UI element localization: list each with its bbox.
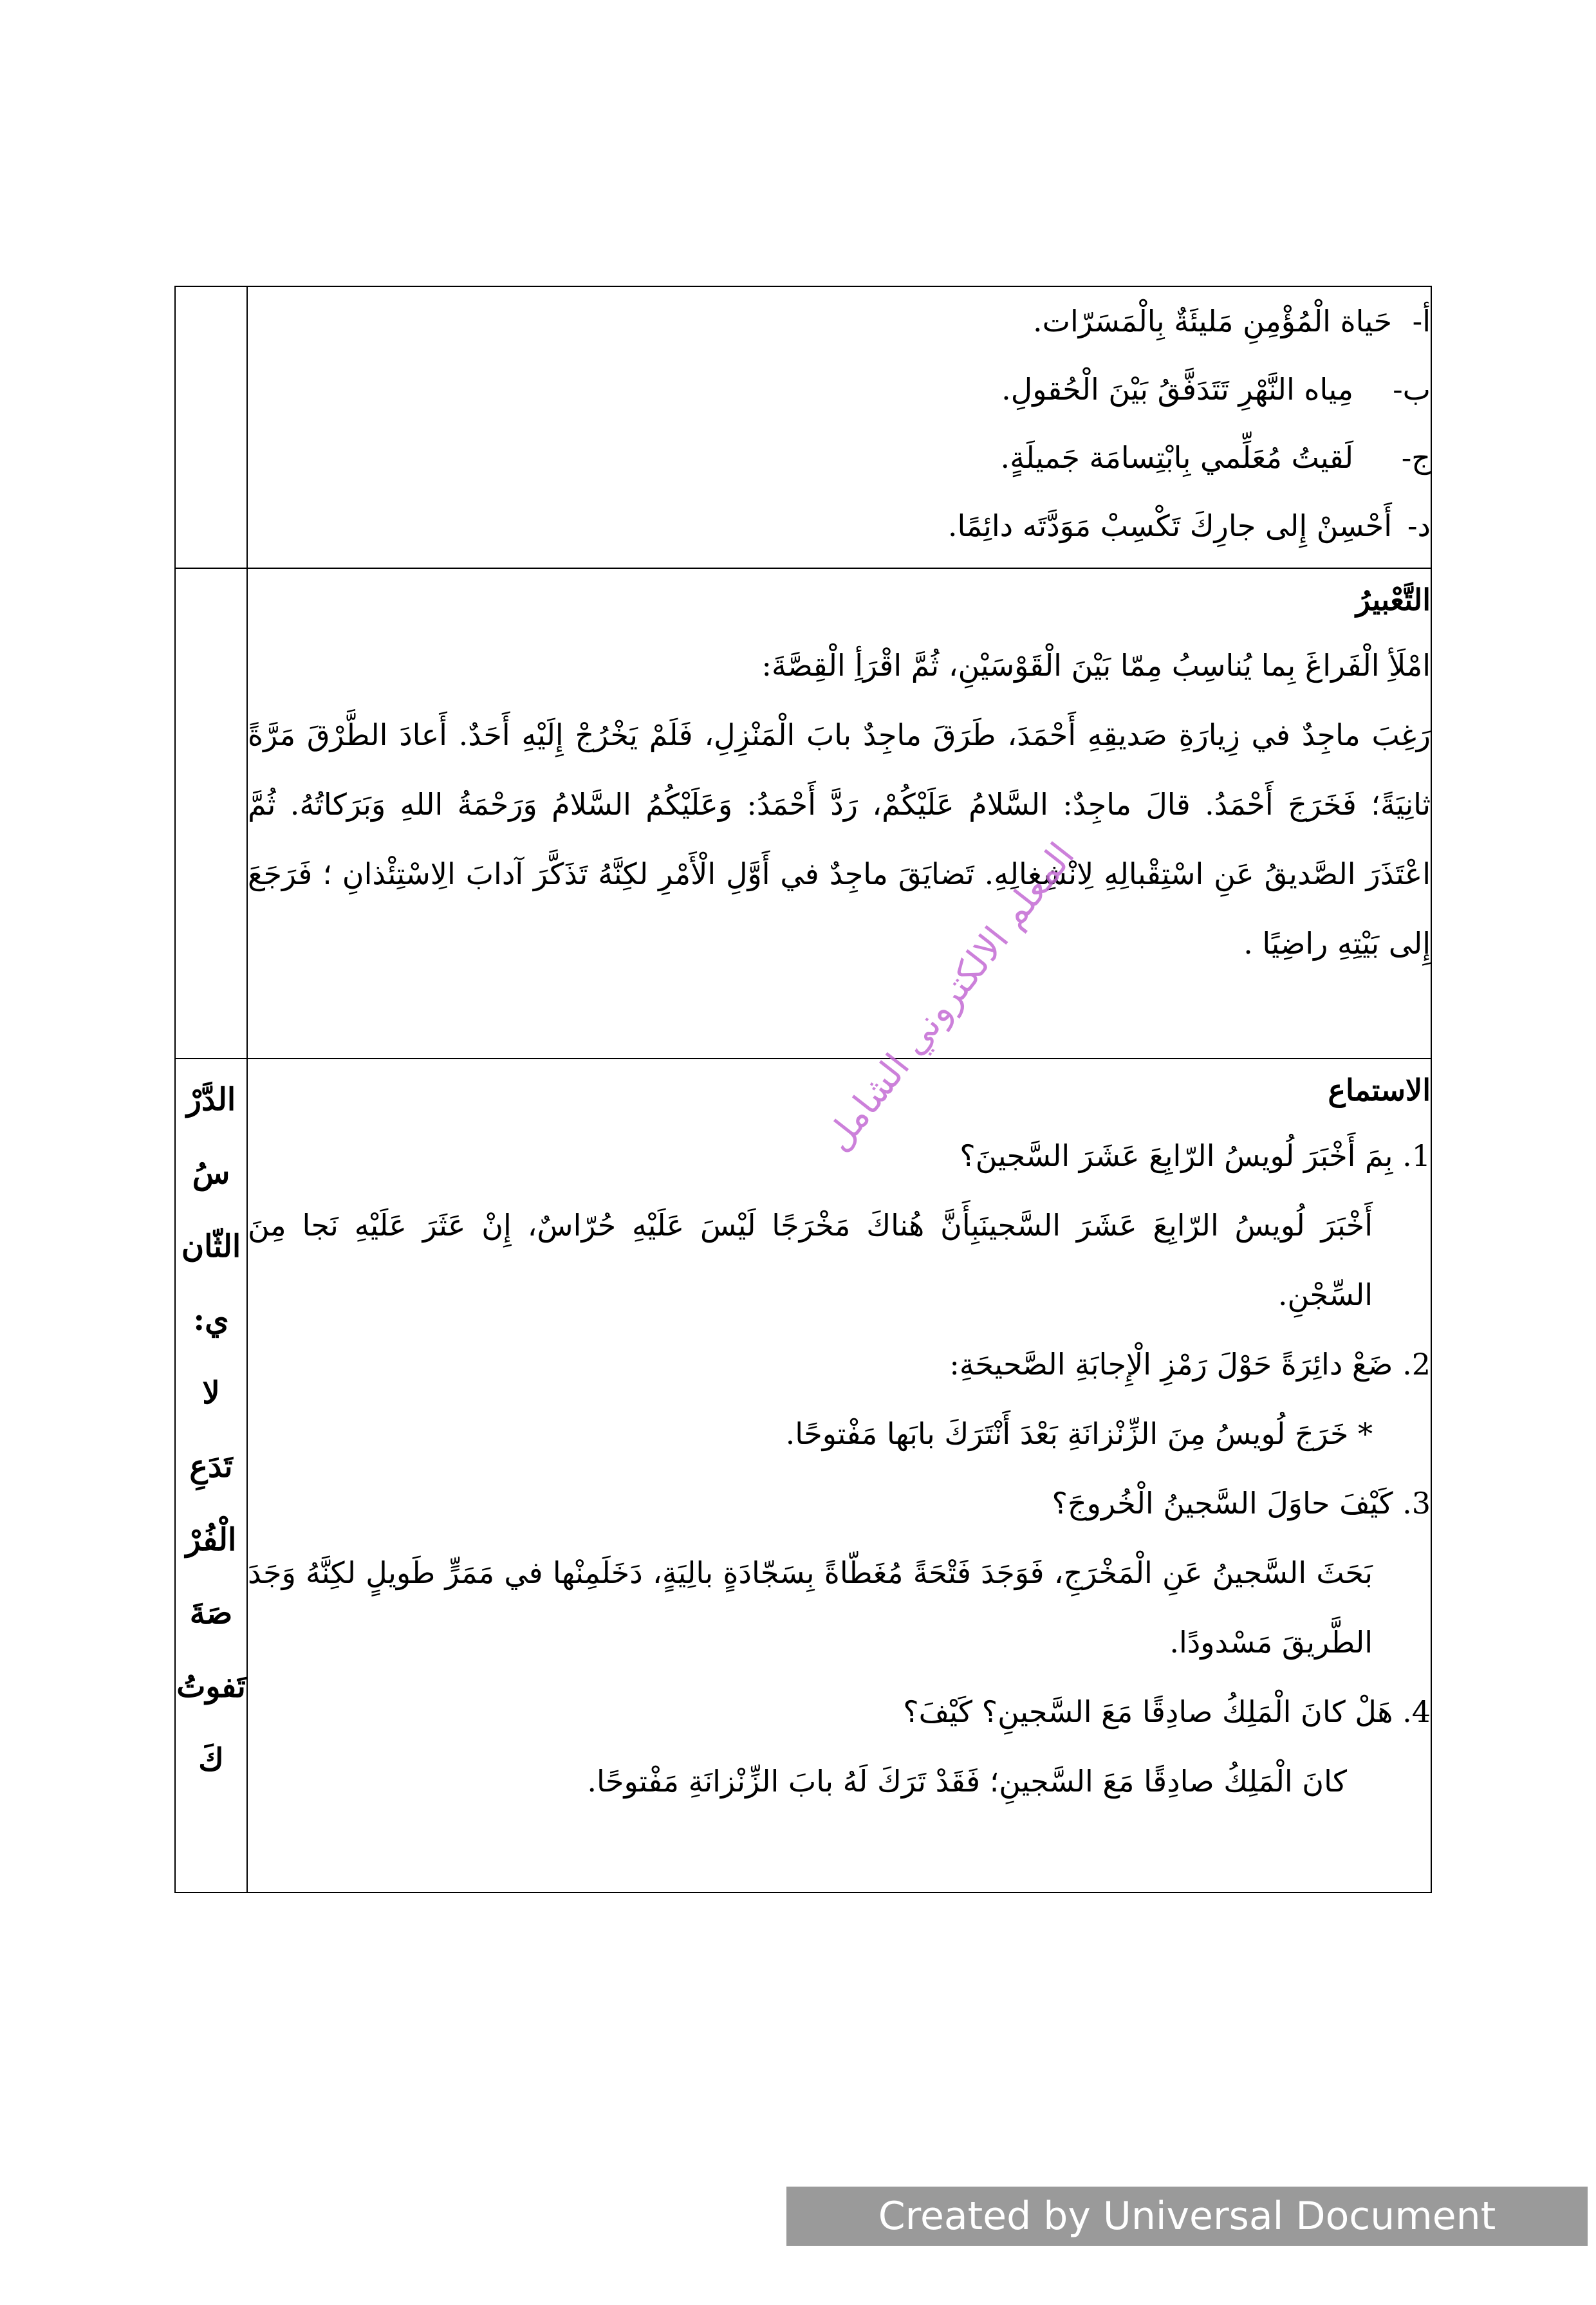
sentence-line: ج-لَقيتُ مُعَلِّمي بِابْتِسامَة جَميلَةٍ. [1000, 440, 1431, 475]
sentence-line: د-أَحْسِنْ إِلى جارِكَ تَكْسِبْ مَوَدَّتَه دائِمًا. [947, 508, 1431, 543]
sentences-cell [247, 286, 1431, 568]
expression-cell [247, 568, 1431, 1059]
listening-cell [247, 1059, 1431, 1893]
question-3: 3. كَيْفَ حاوَلَ السَّجينُ الْخُروجَ؟ [1052, 1486, 1431, 1521]
expression-row [175, 568, 1431, 1059]
answer-2: * خَرَجَ لُويسُ مِنَ الزِّنْزانَةِ بَعْدَ أَنْتَرَكَ بابَها مَفْتوحًا. [785, 1416, 1373, 1451]
question-2: 2. ضَعْ دائِرَةً حَوْلَ رَمْزِ الْإِجابَةِ الصَّحيحَةِ: [949, 1347, 1431, 1382]
expression-instruction: امْلَأِ الْفَراغَ بِما يُناسِبُ مِمّا بَيْنَ الْقَوْسَيْنِ، ثُمَّ اقْرَأِ الْقِصَّةَ: [761, 648, 1431, 683]
answer-3: بَحَثَ السَّجينُ عَنِ الْمَخْرَجِ، فَوَجَدَ فَتْحَةً مُغَطّاةً بِسَجّادَةٍ بالِيَةٍ، دَخَلَمِنْها في مَمَرٍّ طَويلٍ لكِنَّهُ وَجَدَ الطَّريقَ مَسْدودًا. [248, 1555, 1373, 1660]
lesson-title-cell [175, 1059, 247, 1893]
converter-footer-banner: Created by Universal Document Converter [786, 2187, 1588, 2246]
sentence-line: أ-حَياة الْمُؤْمِنِ مَليئَةٌ بِالْمَسَرّات. [1033, 304, 1431, 338]
side-cell-empty [175, 286, 247, 568]
answer-1: أَخْبَرَ لُويسُ الرّابِعَ عَشَرَ السَّجينَبِأَنَّ هُناكَ مَخْرَجًا لَيْسَ عَلَيْهِ حُرّاسٌ، إِنْ عَثَرَ عَلَيْهِ نَجا مِنَ السِّجْنِ. [248, 1208, 1373, 1312]
listening-row [175, 1059, 1431, 1893]
worksheet-table [174, 286, 1432, 1893]
expression-story: رَغِبَ ماجِدٌ في زِيارَةِ صَديقِهِ أَحْمَدَ، طَرَقَ ماجِدٌ بابَ الْمَنْزِلِ، فَلَمْ يَخْرُجْ إِلَيْهِ أَحَدٌ. أَعادَ الطَّرْقَ مَرَّةً ثانِيَةً؛ فَخَرَجَ أَحْمَدُ. قالَ ماجِدٌ: السَّلامُ عَلَيْكُمْ، رَدَّ أَحْمَدُ: وَعَلَيْكُمُ السَّلامُ وَرَحْمَةُ اللهِ وَبَرَكاتُهُ. ثُمَّ اعْتَذَرَ الصَّديقُ عَنِ اسْتِقْبالِهِ لِانْشِغالِهِ. تَضايَقَ ماجِدٌ في أَوَّلِ الْأَمْرِ لكِنَّهُ تَذَكَّرَ آدابَ الِاسْتِئْذانِ ؛ فَرَجَعَ إِلى بَيْتِهِ راضِيًا . [248, 717, 1431, 961]
watermark-text: المعلم الالكتروني الشامل [817, 835, 1083, 1160]
listening-heading: الاستماع [1328, 1073, 1431, 1107]
sentences-row [175, 286, 1431, 568]
expression-heading: التَّعْبيرُ [1355, 582, 1431, 617]
answer-4: كانَ الْمَلِكُ صادِقًا مَعَ السَّجينِ؛ فَقَدْ تَرَكَ لَهُ بابَ الزِّنْزانَةِ مَفْتوحًا. [587, 1764, 1347, 1799]
side-cell-empty [175, 568, 247, 1059]
sentence-line: ب-مِياه النَّهْرِ تَتَدَفَّقُ بَيْنَ الْحُقولِ. [1001, 372, 1431, 407]
question-1: 1. بِمَ أَخْبَرَ لُويسُ الرّابِعَ عَشَرَ السَّجينَ؟ [960, 1138, 1431, 1173]
question-4: 4. هَلْ كانَ الْمَلِكُ صادِقًا مَعَ السَّجينِ؟ كَيْفَ؟ [903, 1694, 1431, 1729]
lesson-title: الدَّرْ سُ الثّان ي: لا تَدَعِ الْفُرْ صَةَ تَفوتُ كَ [176, 1082, 246, 1778]
